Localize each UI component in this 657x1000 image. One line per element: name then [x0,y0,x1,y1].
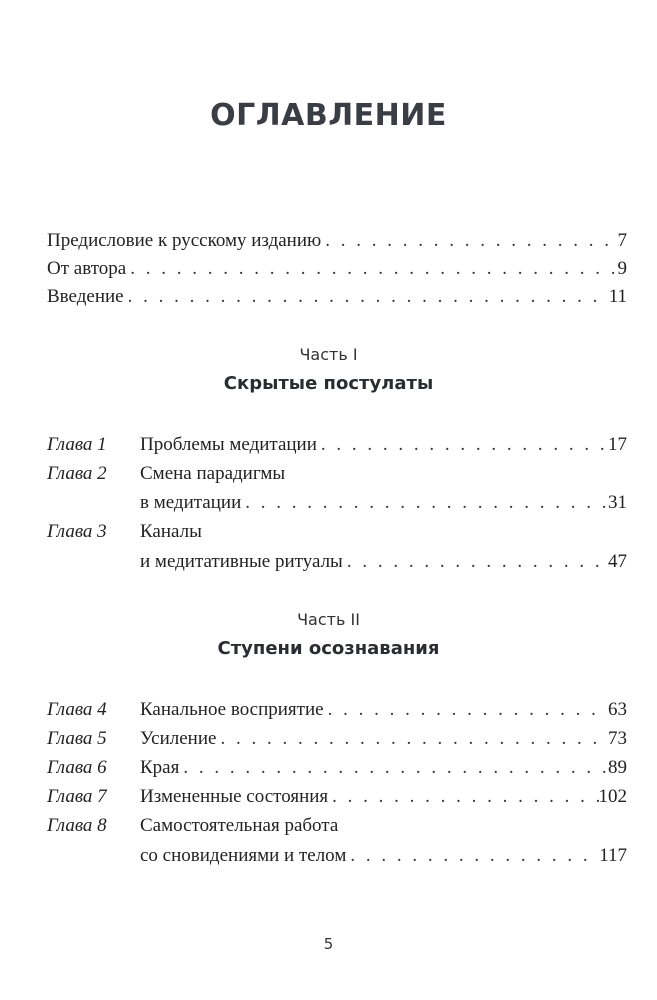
leader-dots [241,490,608,516]
entry-title: Усиление [140,728,217,749]
part-label: Часть I [299,345,358,364]
part-label: Часть II [297,610,360,629]
entry-title-line-1: Смена парадигмы [140,463,286,484]
entry-page: 89 [608,757,627,778]
toc-chapter-3[interactable] [47,519,627,545]
entry-page: 11 [608,286,627,307]
chapter-label: Глава 7 [47,786,107,807]
entry-page: 47 [608,551,627,572]
chapter-label: Глава 6 [47,757,107,778]
entry-page: 117 [599,845,627,866]
entry-title: Канальное восприятие [140,699,324,720]
entry-title: Проблемы медитации [140,434,317,455]
entry-title-line-2: в медитации [140,492,242,513]
toc-chapter-5[interactable] [47,726,627,752]
toc-chapter-2[interactable] [47,461,627,487]
leader-dots [321,228,617,254]
entry-title-line-2: со сновидениями и телом [140,845,347,866]
leader-dots [317,432,608,458]
chapter-label: Глава 2 [47,463,107,484]
page-title: ОГЛАВЛЕНИЕ [210,98,447,133]
chapter-label: Глава 1 [47,434,107,455]
leader-dots [324,697,608,723]
leader-dots [343,549,608,575]
chapter-label: Глава 8 [47,815,107,836]
toc-chapter-6[interactable] [47,755,627,781]
leader-dots [126,256,617,282]
part-title: Скрытые постулаты [223,373,434,394]
entry-page: 9 [617,258,627,279]
toc-chapter-8[interactable] [47,813,627,839]
toc-chapter-8-continued[interactable] [47,843,627,869]
entry-title-line-1: Каналы [140,521,202,542]
leader-dots [179,755,608,781]
entry-page: 31 [608,492,627,513]
toc-entry-introduction[interactable] [47,284,627,310]
entry-page: 7 [617,230,627,251]
leader-dots [346,843,599,869]
entry-title-line-2: и медитативные ритуалы [140,551,343,572]
toc-entry-from-author[interactable] [47,256,627,282]
entry-title: Края [140,757,180,778]
entry-page: 73 [608,728,627,749]
toc-chapter-4[interactable] [47,697,627,723]
toc-chapter-7[interactable] [47,784,627,810]
toc-chapter-1[interactable] [47,432,627,458]
leader-dots [124,284,609,310]
leader-dots [216,726,608,752]
entry-title: Предисловие к русскому изданию [47,230,322,251]
toc-chapter-3-continued[interactable] [47,549,627,575]
chapter-label: Глава 3 [47,521,107,542]
entry-title-line-1: Самостоятельная работа [140,815,339,836]
entry-page: 102 [598,786,627,807]
entry-page: 63 [608,699,627,720]
toc-chapter-2-continued[interactable] [47,490,627,516]
page-number: 5 [323,935,334,953]
part-title: Ступени осознавания [217,638,440,659]
leader-dots [328,784,598,810]
chapter-label: Глава 5 [47,728,107,749]
entry-title: Измененные состояния [140,786,329,807]
chapter-label: Глава 4 [47,699,107,720]
entry-title: Введение [47,286,124,307]
toc-entry-preface[interactable] [47,228,627,254]
entry-title: От автора [47,258,127,279]
entry-page: 17 [608,434,627,455]
